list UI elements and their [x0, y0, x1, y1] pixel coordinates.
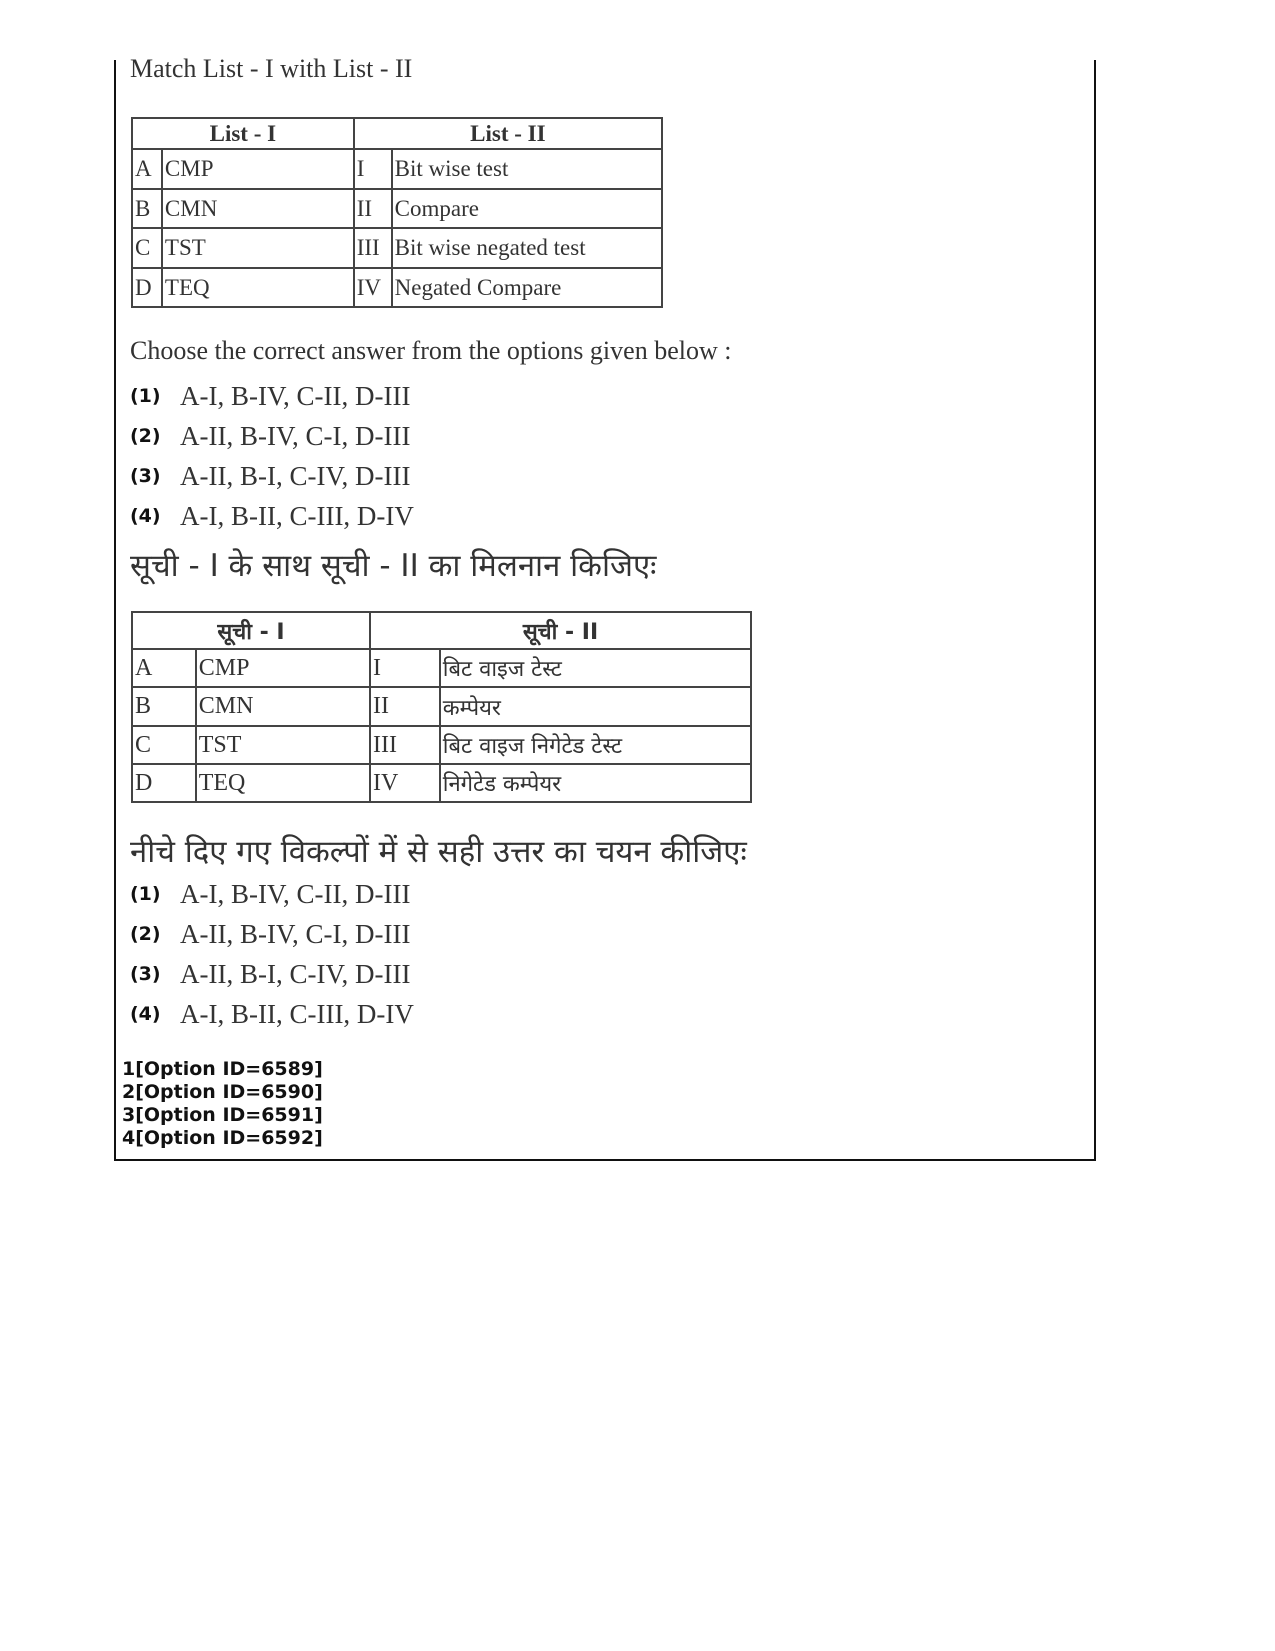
instruction-hi: नीचे दिए गए विकल्पों में से सही उत्तर का चयन कीजिएः	[130, 834, 747, 870]
option-number: (2)	[130, 425, 161, 447]
option-text: A-I, B-IV, C-II, D-III	[180, 380, 411, 411]
table-header-list1: सूची - I	[132, 612, 370, 649]
row-num: IV	[370, 764, 440, 802]
row-desc: Bit wise negated test	[392, 228, 662, 268]
row-code: D	[132, 764, 196, 802]
option-number: (4)	[130, 1003, 161, 1025]
row-code: A	[132, 149, 162, 189]
row-desc: कम्पेयर	[440, 687, 751, 726]
option-number: (1)	[130, 385, 161, 407]
row-code: C	[132, 228, 162, 268]
row-num: III	[370, 726, 440, 764]
row-item: CMP	[162, 149, 354, 189]
row-code: B	[132, 687, 196, 726]
option-3-hi	[130, 956, 410, 992]
table-row	[132, 149, 662, 189]
table-header-list2: List - II	[354, 118, 662, 149]
row-num: II	[370, 687, 440, 726]
row-code: D	[132, 268, 162, 307]
table-row	[132, 189, 662, 228]
match-table-hi	[131, 611, 752, 803]
row-item: CMN	[162, 189, 354, 228]
row-desc: Compare	[392, 189, 662, 228]
option-number: (1)	[130, 883, 161, 905]
table-row	[132, 268, 662, 307]
option-number: (4)	[130, 505, 161, 527]
option-id: 2[Option ID=6590]	[122, 1081, 323, 1103]
option-4-en	[130, 498, 414, 534]
row-num: II	[354, 189, 392, 228]
match-table-en	[131, 117, 663, 308]
row-num: III	[354, 228, 392, 268]
row-item: TEQ	[162, 268, 354, 307]
option-id: 4[Option ID=6592]	[122, 1127, 323, 1149]
option-4-hi	[130, 996, 414, 1032]
row-item: CMN	[196, 687, 370, 726]
option-text: A-II, B-IV, C-I, D-III	[180, 918, 411, 949]
table-row	[132, 764, 751, 802]
row-item: CMP	[196, 649, 370, 687]
option-2-en	[130, 418, 410, 454]
table-row	[132, 228, 662, 268]
option-1-hi	[130, 876, 410, 912]
option-id: 3[Option ID=6591]	[122, 1104, 323, 1126]
table-row	[132, 649, 751, 687]
row-item: TST	[196, 726, 370, 764]
row-desc: निगेटेड कम्पेयर	[440, 764, 751, 802]
table-row	[132, 687, 751, 726]
table-header-list1: List - I	[132, 118, 354, 149]
option-number: (2)	[130, 923, 161, 945]
question-title-en: Match List - I with List - II	[130, 54, 413, 83]
row-num: I	[354, 149, 392, 189]
row-code: B	[132, 189, 162, 228]
row-desc: बिट वाइज निगेटेड टेस्ट	[440, 726, 751, 764]
row-num: IV	[354, 268, 392, 307]
row-num: I	[370, 649, 440, 687]
row-desc: Negated Compare	[392, 268, 662, 307]
option-text: A-II, B-I, C-IV, D-III	[180, 958, 411, 989]
option-text: A-I, B-II, C-III, D-IV	[180, 500, 414, 531]
option-id-list	[122, 1058, 323, 1150]
instruction-en: Choose the correct answer from the options given below :	[130, 336, 732, 365]
option-1-en	[130, 378, 410, 414]
question-title-hi: सूची - I के साथ सूची - II का मिलनान किजिएः	[130, 548, 657, 584]
row-code: A	[132, 649, 196, 687]
row-item: TST	[162, 228, 354, 268]
option-text: A-II, B-IV, C-I, D-III	[180, 420, 411, 451]
option-text: A-I, B-IV, C-II, D-III	[180, 878, 411, 909]
table-row	[132, 726, 751, 764]
option-number: (3)	[130, 963, 161, 985]
option-id: 1[Option ID=6589]	[122, 1058, 323, 1080]
row-item: TEQ	[196, 764, 370, 802]
option-number: (3)	[130, 465, 161, 487]
option-2-hi	[130, 916, 410, 952]
option-text: A-II, B-I, C-IV, D-III	[180, 460, 411, 491]
row-desc: बिट वाइज टेस्ट	[440, 649, 751, 687]
row-desc: Bit wise test	[392, 149, 662, 189]
row-code: C	[132, 726, 196, 764]
option-3-en	[130, 458, 410, 494]
option-text: A-I, B-II, C-III, D-IV	[180, 998, 414, 1029]
table-header-list2: सूची - II	[370, 612, 751, 649]
